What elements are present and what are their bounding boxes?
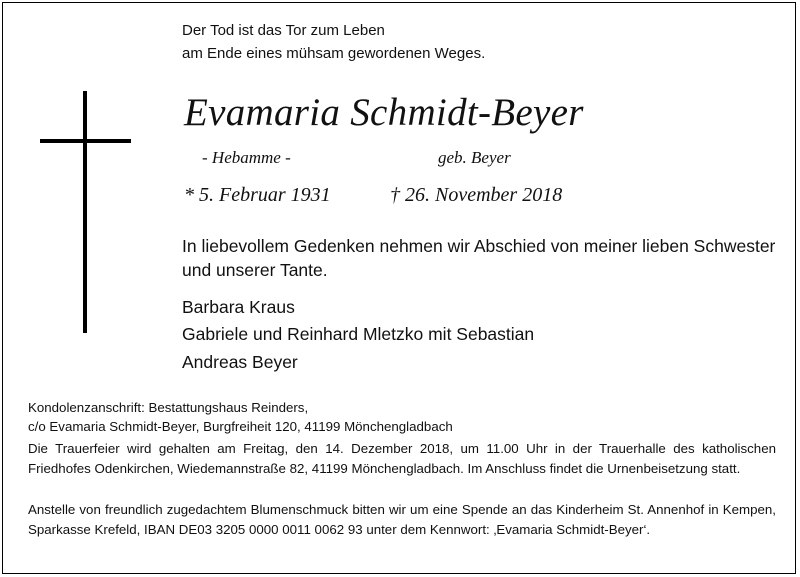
birth-date: * 5. Februar 1931 bbox=[184, 184, 331, 206]
donation-request: Anstelle von freundlich zugedachtem Blumenschmuck bitten wir um eine Spende an das Kinderheim St. Annenhof in Kempen, Sparkasse Krefeld, IBAN DE03 3205 0000 0011 0062 93 unter dem Kennwort: ‚Evamaria Schmidt-Beyer‘. bbox=[28, 502, 776, 537]
profession: - Hebamme - bbox=[202, 148, 291, 167]
maiden-name: geb. Beyer bbox=[438, 148, 511, 167]
condolence-address-line-2: c/o Evamaria Schmidt-Beyer, Burgfreiheit 120, 41199 Mönchengladbach bbox=[28, 419, 453, 434]
motto-line-2: am Ende eines mühsam gewordenen Weges. bbox=[182, 45, 486, 62]
obituary-notice bbox=[2, 2, 796, 574]
deceased-name: Evamaria Schmidt-Beyer bbox=[184, 91, 584, 134]
funeral-details: Die Trauerfeier wird gehalten am Freitag, den 14. Dezember 2018, um 11.00 Uhr in der Trauerhalle des katholischen Friedhofes Odenkirchen, Wiedemannstraße 82, 41199 Mönchengladbach. Im Anschluss findet die Urnenbeisetzung statt. bbox=[28, 441, 776, 476]
mourner-2: Gabriele und Reinhard Mletzko mit Sebastian bbox=[182, 324, 535, 344]
mourner-1: Barbara Kraus bbox=[182, 297, 295, 317]
farewell-message: In liebevollem Gedenken nehmen wir Abschied von meiner lieben Schwester und unserer Tante. bbox=[182, 236, 776, 280]
death-date: † 26. November 2018 bbox=[390, 184, 563, 206]
condolence-address-line-1: Kondolenzanschrift: Bestattungshaus Reinders, bbox=[28, 400, 309, 415]
cross-icon bbox=[83, 91, 87, 333]
motto-line-1: Der Tod ist das Tor zum Leben bbox=[182, 22, 385, 39]
cross-icon-crossbar bbox=[40, 139, 131, 143]
mourner-3: Andreas Beyer bbox=[182, 352, 298, 372]
